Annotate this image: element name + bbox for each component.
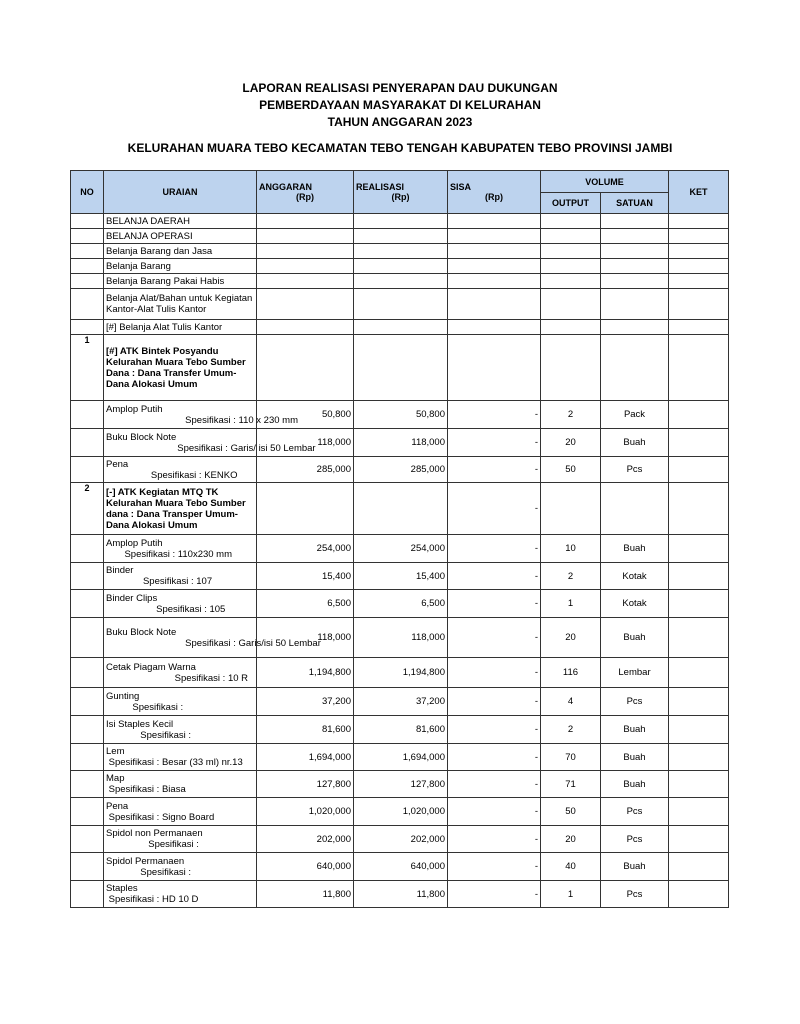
row-satuan-cell: Buah <box>601 618 669 658</box>
row-ket-cell <box>669 214 729 229</box>
row-sisa-cell <box>448 259 541 274</box>
row-output-cell: 50 <box>541 798 601 826</box>
row-item-name: BELANJA DAERAH <box>106 215 190 227</box>
row-anggaran-cell <box>257 483 354 535</box>
row-sisa-cell: - <box>448 535 541 563</box>
table-row <box>71 798 729 826</box>
row-ket-cell <box>669 535 729 563</box>
row-item-name: Gunting <box>106 690 140 702</box>
row-anggaran-cell: 118,000 <box>257 429 354 457</box>
row-satuan-cell: Kotak <box>601 590 669 618</box>
row-satuan-cell: Buah <box>601 853 669 881</box>
header-volume: VOLUME <box>541 171 669 193</box>
row-sisa-cell: - <box>448 658 541 688</box>
row-item-name: Map <box>106 773 125 784</box>
report-table-body <box>71 214 729 908</box>
row-satuan-cell <box>601 214 669 229</box>
row-satuan-cell <box>601 483 669 535</box>
table-row <box>71 744 729 771</box>
row-anggaran-cell: 37,200 <box>257 688 354 716</box>
table-row <box>71 658 729 688</box>
row-satuan-cell <box>601 274 669 289</box>
row-item-name: BELANJA OPERASI <box>106 230 193 242</box>
table-row <box>71 401 729 429</box>
row-output-cell: 20 <box>541 826 601 853</box>
row-realisasi-cell: 1,020,000 <box>354 798 448 826</box>
row-realisasi-cell <box>354 259 448 274</box>
header-realisasi <box>354 171 448 214</box>
row-sisa-cell: - <box>448 798 541 826</box>
row-uraian-cell <box>104 716 257 744</box>
row-anggaran-cell <box>257 229 354 244</box>
row-item-spec: Spesifikasi : <box>106 729 191 741</box>
row-realisasi-cell: 285,000 <box>354 457 448 483</box>
header-uraian: URAIAN <box>104 171 257 214</box>
row-realisasi-cell: 118,000 <box>354 429 448 457</box>
row-output-cell <box>541 483 601 535</box>
row-realisasi-cell: 1,694,000 <box>354 744 448 771</box>
row-anggaran-cell <box>257 335 354 401</box>
row-no-cell <box>71 688 104 716</box>
row-realisasi-cell: 15,400 <box>354 563 448 590</box>
row-ket-cell <box>669 274 729 289</box>
row-item-name: Lem <box>106 746 125 757</box>
row-no-cell <box>71 457 104 483</box>
row-realisasi-cell: 6,500 <box>354 590 448 618</box>
row-anggaran-cell <box>257 259 354 274</box>
row-sisa-cell: - <box>448 429 541 457</box>
row-anggaran-cell: 202,000 <box>257 826 354 853</box>
row-realisasi-cell <box>354 289 448 320</box>
row-uraian-cell <box>104 259 257 274</box>
row-output-cell <box>541 259 601 274</box>
table-row <box>71 618 729 658</box>
row-ket-cell <box>669 401 729 429</box>
row-realisasi-cell: 11,800 <box>354 881 448 908</box>
row-item-name: Amplop Putih <box>106 537 163 549</box>
row-anggaran-cell: 127,800 <box>257 771 354 798</box>
row-ket-cell <box>669 826 729 853</box>
row-ket-cell <box>669 771 729 798</box>
row-anggaran-cell: 118,000 <box>257 618 354 658</box>
row-ket-cell <box>669 798 729 826</box>
row-anggaran-cell: 254,000 <box>257 535 354 563</box>
row-no-cell <box>71 563 104 590</box>
row-no-cell <box>71 826 104 853</box>
row-output-cell: 116 <box>541 658 601 688</box>
row-output-cell: 20 <box>541 429 601 457</box>
header-sisa <box>448 171 541 214</box>
row-anggaran-cell: 50,800 <box>257 401 354 429</box>
row-uraian-cell <box>104 289 257 320</box>
row-output-cell <box>541 229 601 244</box>
row-output-cell: 2 <box>541 401 601 429</box>
row-item-spec: Spesifikasi : <box>106 866 191 878</box>
row-output-cell: 20 <box>541 618 601 658</box>
row-sisa-cell: - <box>448 457 541 483</box>
row-uraian-cell <box>104 658 257 688</box>
row-realisasi-cell <box>354 214 448 229</box>
row-output-cell: 1 <box>541 590 601 618</box>
row-output-cell <box>541 244 601 259</box>
row-no-cell: 1 <box>71 335 104 401</box>
row-ket-cell <box>669 335 729 401</box>
row-sisa-cell: - <box>448 853 541 881</box>
report-title-line-3: TAHUN ANGGARAN 2023 <box>327 115 473 129</box>
row-satuan-cell: Buah <box>601 771 669 798</box>
row-output-cell: 2 <box>541 716 601 744</box>
header-satuan: SATUAN <box>601 193 669 214</box>
table-row <box>71 535 729 563</box>
row-output-cell <box>541 274 601 289</box>
row-no-cell <box>71 744 104 771</box>
row-sisa-cell: - <box>448 744 541 771</box>
row-ket-cell <box>669 320 729 335</box>
header-sisa-unit: (Rp) <box>485 192 503 202</box>
header-no: NO <box>71 171 104 214</box>
row-item-spec: Spesifikasi : Signo Board <box>106 811 215 823</box>
report-title-line-2: PEMBERDAYAAN MASYARAKAT DI KELURAHAN <box>259 98 541 112</box>
report-subtitle-location: KELURAHAN MUARA TEBO KECAMATAN TEBO TENGAH KABUPATEN TEBO PROVINSI JAMBI <box>127 141 673 155</box>
header-output: OUTPUT <box>541 193 601 214</box>
row-ket-cell <box>669 744 729 771</box>
row-item-name: Belanja Barang dan Jasa <box>106 245 213 257</box>
row-realisasi-cell <box>354 244 448 259</box>
table-row <box>71 214 729 229</box>
row-output-cell: 40 <box>541 853 601 881</box>
table-row <box>71 457 729 483</box>
row-satuan-cell: Lembar <box>601 658 669 688</box>
row-item-name: [-] ATK Kegiatan MTQ TK Kelurahan Muara Tebo Sumber dana : Dana Transper Umum- Dana Alokasi Umum <box>106 486 246 531</box>
row-sisa-cell <box>448 274 541 289</box>
row-satuan-cell <box>601 244 669 259</box>
row-realisasi-cell: 50,800 <box>354 401 448 429</box>
row-satuan-cell <box>601 320 669 335</box>
row-satuan-cell <box>601 259 669 274</box>
row-uraian-cell <box>104 744 257 771</box>
row-uraian-cell <box>104 244 257 259</box>
row-sisa-cell: - <box>448 618 541 658</box>
row-realisasi-cell: 202,000 <box>354 826 448 853</box>
table-row <box>71 289 729 320</box>
row-no-cell <box>71 881 104 908</box>
row-no-cell <box>71 259 104 274</box>
row-sisa-cell: - <box>448 401 541 429</box>
table-row <box>71 881 729 908</box>
row-sisa-cell: - <box>448 771 541 798</box>
table-row <box>71 688 729 716</box>
row-uraian-cell <box>104 457 257 483</box>
row-ket-cell <box>669 590 729 618</box>
row-no-cell <box>71 853 104 881</box>
row-no-cell <box>71 658 104 688</box>
row-item-spec: Spesifikasi : 110x230 mm <box>106 548 233 560</box>
table-row <box>71 320 729 335</box>
table-row <box>71 853 729 881</box>
row-anggaran-cell: 11,800 <box>257 881 354 908</box>
row-no-cell: 2 <box>71 483 104 535</box>
row-sisa-cell: - <box>448 483 541 535</box>
row-item-spec: Spesifikasi : 110 x 230 mm <box>106 414 298 426</box>
row-anggaran-cell: 1,694,000 <box>257 744 354 771</box>
row-no-cell <box>71 716 104 744</box>
row-anggaran-cell: 1,194,800 <box>257 658 354 688</box>
row-anggaran-cell: 6,500 <box>257 590 354 618</box>
row-satuan-cell <box>601 289 669 320</box>
row-item-name: Binder Clips <box>106 592 158 604</box>
row-output-cell <box>541 214 601 229</box>
row-item-name: Pena <box>106 800 129 812</box>
row-uraian-cell <box>104 274 257 289</box>
row-sisa-cell <box>448 214 541 229</box>
row-sisa-cell: - <box>448 563 541 590</box>
header-ket: KET <box>669 171 729 214</box>
row-sisa-cell: - <box>448 590 541 618</box>
table-row <box>71 335 729 401</box>
row-sisa-cell <box>448 335 541 401</box>
row-realisasi-cell: 81,600 <box>354 716 448 744</box>
row-item-spec: Spesifikasi : Besar (33 ml) nr.13 <box>106 757 243 768</box>
row-ket-cell <box>669 716 729 744</box>
row-realisasi-cell <box>354 274 448 289</box>
row-no-cell <box>71 401 104 429</box>
row-ket-cell <box>669 688 729 716</box>
table-row <box>71 826 729 853</box>
row-sisa-cell <box>448 320 541 335</box>
row-item-name: Belanja Alat/Bahan untuk Kegiatan Kantor-Alat Tulis Kantor <box>106 293 253 315</box>
row-item-name: Isi Staples Kecil <box>106 718 174 730</box>
row-satuan-cell: Buah <box>601 716 669 744</box>
row-realisasi-cell <box>354 483 448 535</box>
row-item-spec: Spesifikasi : 105 <box>106 603 226 615</box>
row-realisasi-cell: 127,800 <box>354 771 448 798</box>
row-output-cell: 50 <box>541 457 601 483</box>
row-output-cell <box>541 335 601 401</box>
row-no-cell <box>71 274 104 289</box>
row-anggaran-cell <box>257 214 354 229</box>
row-item-spec: Spesifikasi : KENKO <box>106 469 238 481</box>
row-anggaran-cell <box>257 320 354 335</box>
row-ket-cell <box>669 429 729 457</box>
row-uraian-cell <box>104 535 257 563</box>
row-ket-cell <box>669 563 729 590</box>
row-no-cell <box>71 618 104 658</box>
row-item-name: Belanja Barang <box>106 260 171 272</box>
row-anggaran-cell: 15,400 <box>257 563 354 590</box>
header-anggaran <box>257 171 354 214</box>
row-output-cell: 1 <box>541 881 601 908</box>
row-sisa-cell <box>448 244 541 259</box>
row-item-spec: Spesifikasi : <box>106 701 184 713</box>
table-row <box>71 274 729 289</box>
row-anggaran-cell: 640,000 <box>257 853 354 881</box>
row-no-cell <box>71 429 104 457</box>
row-ket-cell <box>669 259 729 274</box>
header-sisa-label: SISA <box>450 182 472 192</box>
report-table <box>70 170 729 908</box>
row-ket-cell <box>669 658 729 688</box>
row-no-cell <box>71 535 104 563</box>
row-realisasi-cell <box>354 335 448 401</box>
row-satuan-cell: Buah <box>601 535 669 563</box>
row-sisa-cell: - <box>448 881 541 908</box>
row-item-spec: Spesifikasi : <box>106 839 199 850</box>
row-uraian-cell <box>104 401 298 429</box>
row-uraian-cell <box>104 688 257 716</box>
row-item-name: [#] ATK Bintek Posyandu Kelurahan Muara Tebo Sumber Dana : Dana Transfer Umum-Dana Alokasi Umum <box>106 345 246 390</box>
row-ket-cell <box>669 618 729 658</box>
row-item-name: Staples <box>106 883 138 894</box>
row-no-cell <box>71 289 104 320</box>
row-uraian-cell <box>104 483 257 535</box>
row-satuan-cell: Pcs <box>601 798 669 826</box>
row-item-name: Spidol Permanaen <box>106 855 185 867</box>
row-anggaran-cell: 285,000 <box>257 457 354 483</box>
row-item-name: Spidol non Permanaen <box>106 828 203 839</box>
table-row <box>71 563 729 590</box>
row-output-cell: 70 <box>541 744 601 771</box>
row-uraian-cell <box>104 798 257 826</box>
row-no-cell <box>71 590 104 618</box>
row-output-cell <box>541 289 601 320</box>
row-no-cell <box>71 320 104 335</box>
row-output-cell <box>541 320 601 335</box>
report-title-line-1: LAPORAN REALISASI PENYERAPAN DAU DUKUNGAN <box>242 81 558 95</box>
row-uraian-cell <box>104 590 257 618</box>
row-uraian-cell <box>104 563 257 590</box>
header-realisasi-unit: (Rp) <box>391 192 410 202</box>
row-uraian-cell <box>104 214 257 229</box>
table-row <box>71 229 729 244</box>
row-no-cell <box>71 771 104 798</box>
row-sisa-cell <box>448 289 541 320</box>
row-realisasi-cell: 37,200 <box>354 688 448 716</box>
row-item-name: Belanja Barang Pakai Habis <box>106 275 225 287</box>
row-item-spec: Spesifikasi : HD 10 D <box>106 894 199 905</box>
row-ket-cell <box>669 483 729 535</box>
row-ket-cell <box>669 244 729 259</box>
row-item-name: Amplop Putih <box>106 403 163 415</box>
row-anggaran-cell <box>257 289 354 320</box>
row-item-spec: Spesifikasi : Garis/ isi 50 Lembar <box>106 442 316 454</box>
row-no-cell <box>71 798 104 826</box>
table-row <box>71 716 729 744</box>
table-row <box>71 483 729 535</box>
row-anggaran-cell <box>257 274 354 289</box>
row-realisasi-cell: 1,194,800 <box>354 658 448 688</box>
row-realisasi-cell: 254,000 <box>354 535 448 563</box>
row-sisa-cell: - <box>448 716 541 744</box>
row-anggaran-cell: 1,020,000 <box>257 798 354 826</box>
row-uraian-cell <box>104 771 257 798</box>
row-no-cell <box>71 214 104 229</box>
row-satuan-cell: Buah <box>601 744 669 771</box>
row-realisasi-cell: 640,000 <box>354 853 448 881</box>
report-title-block <box>0 80 800 157</box>
row-uraian-cell <box>104 853 257 881</box>
table-row <box>71 259 729 274</box>
row-satuan-cell: Pcs <box>601 826 669 853</box>
row-item-spec: Spesifikasi : 107 <box>106 576 213 587</box>
table-row <box>71 244 729 259</box>
row-output-cell: 10 <box>541 535 601 563</box>
row-uraian-cell <box>104 618 321 658</box>
row-satuan-cell: Kotak <box>601 563 669 590</box>
row-ket-cell <box>669 881 729 908</box>
row-anggaran-cell: 81,600 <box>257 716 354 744</box>
row-uraian-cell <box>104 335 257 401</box>
row-satuan-cell: Pcs <box>601 881 669 908</box>
row-item-spec: Spesifikasi : 10 R <box>106 672 249 684</box>
row-no-cell <box>71 229 104 244</box>
row-output-cell: 71 <box>541 771 601 798</box>
row-sisa-cell <box>448 229 541 244</box>
row-no-cell <box>71 244 104 259</box>
row-ket-cell <box>669 853 729 881</box>
header-realisasi-label: REALISASI <box>356 182 405 192</box>
table-row <box>71 771 729 798</box>
row-uraian-cell <box>104 429 316 457</box>
row-satuan-cell: Pcs <box>601 688 669 716</box>
row-anggaran-cell <box>257 244 354 259</box>
row-satuan-cell <box>601 335 669 401</box>
row-ket-cell <box>669 229 729 244</box>
row-satuan-cell: Pcs <box>601 457 669 483</box>
row-item-spec: Spesifikasi : Biasa <box>106 784 186 795</box>
row-sisa-cell: - <box>448 688 541 716</box>
row-realisasi-cell: 118,000 <box>354 618 448 658</box>
row-satuan-cell <box>601 229 669 244</box>
row-satuan-cell: Buah <box>601 429 669 457</box>
row-item-name: [#] Belanja Alat Tulis Kantor <box>106 321 223 333</box>
row-item-name: Buku Block Note <box>106 431 177 443</box>
row-uraian-cell <box>104 320 257 335</box>
header-anggaran-label: ANGGARAN <box>259 182 312 192</box>
row-item-spec: Spesifikasi : Garis/isi 50 Lembar <box>106 637 321 649</box>
table-row <box>71 590 729 618</box>
row-sisa-cell: - <box>448 826 541 853</box>
row-item-name: Buku Block Note <box>106 626 177 638</box>
row-item-name: Cetak Piagam Warna <box>106 661 196 673</box>
row-ket-cell <box>669 289 729 320</box>
row-output-cell: 4 <box>541 688 601 716</box>
row-item-name: Pena <box>106 458 129 470</box>
row-output-cell: 2 <box>541 563 601 590</box>
row-uraian-cell <box>104 826 257 853</box>
row-realisasi-cell <box>354 320 448 335</box>
table-row <box>71 429 729 457</box>
row-uraian-cell <box>104 229 257 244</box>
row-item-name: Binder <box>106 565 134 576</box>
row-ket-cell <box>669 457 729 483</box>
row-realisasi-cell <box>354 229 448 244</box>
header-anggaran-unit: (Rp) <box>296 192 314 202</box>
row-uraian-cell <box>104 881 257 908</box>
row-satuan-cell: Pack <box>601 401 669 429</box>
